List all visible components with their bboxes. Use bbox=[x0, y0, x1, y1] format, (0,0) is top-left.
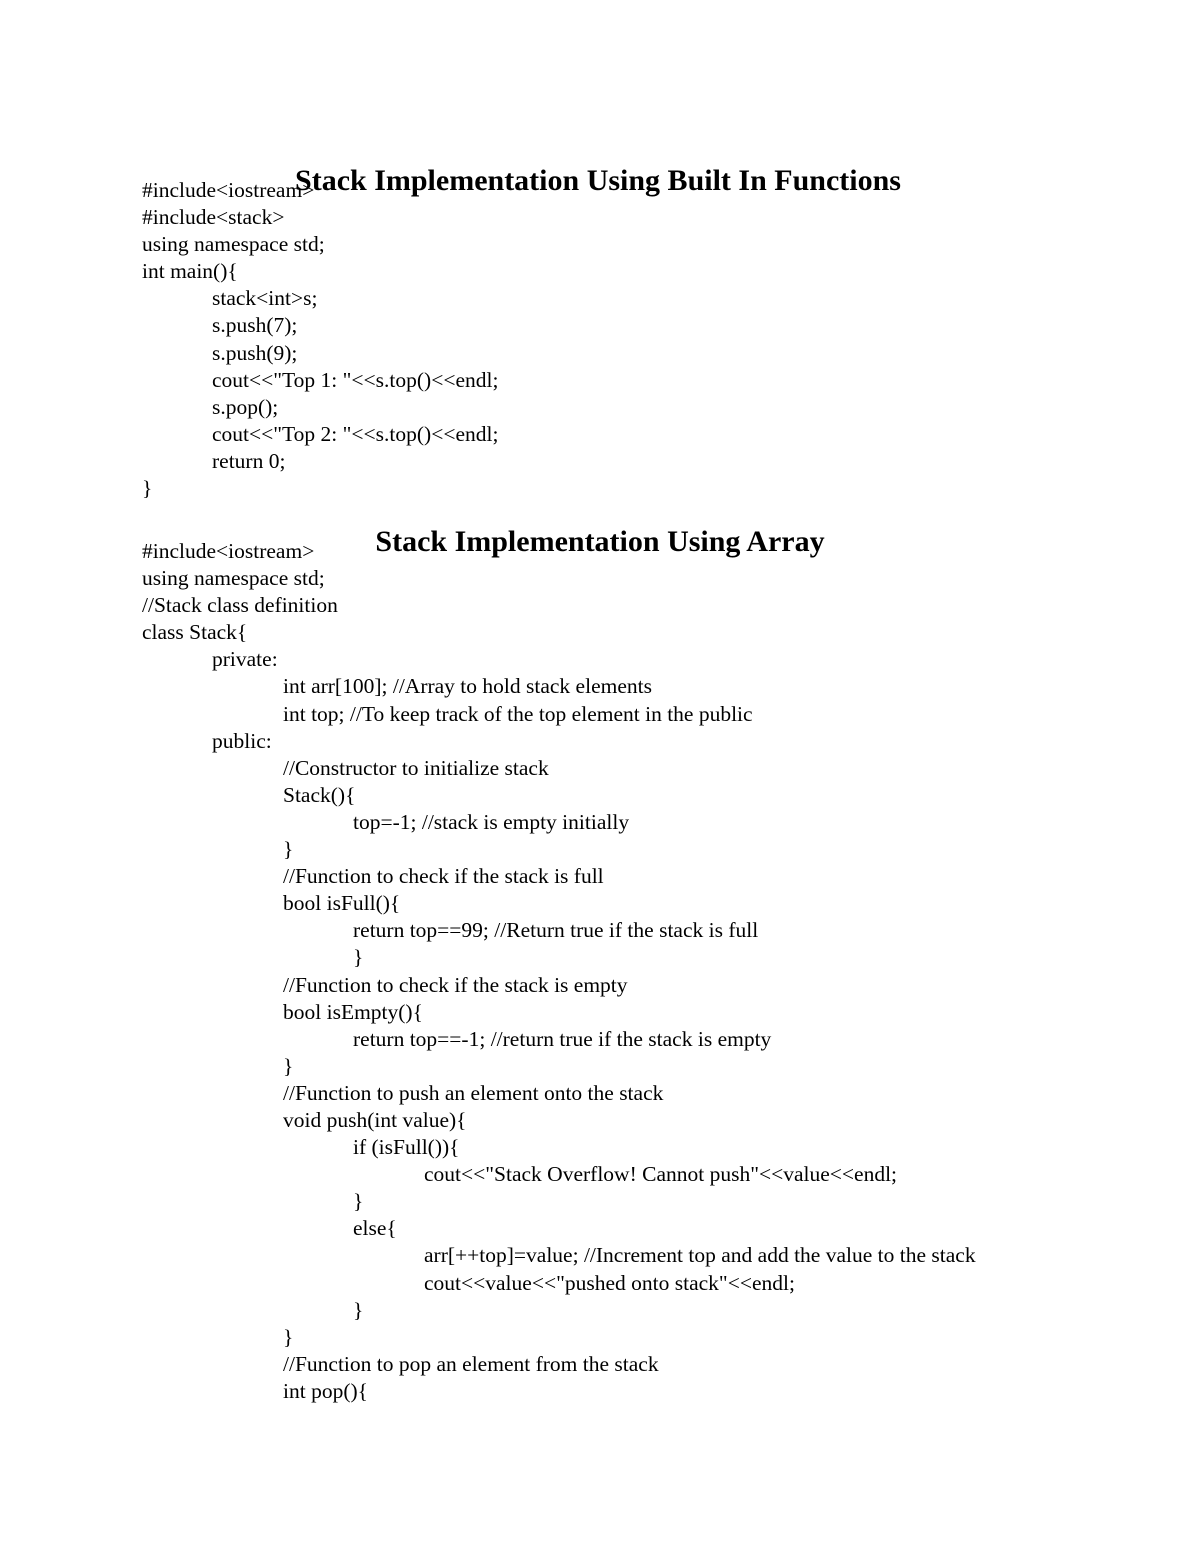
code-line: return 0; bbox=[212, 448, 286, 473]
code-line: s.push(9); bbox=[212, 340, 298, 365]
code-line: } bbox=[353, 1189, 364, 1214]
code-line: bool isEmpty(){ bbox=[283, 999, 423, 1024]
code-block-array bbox=[142, 538, 976, 1405]
code-line: using namespace std; bbox=[142, 232, 325, 257]
section-heading-array: Stack Implementation Using Array bbox=[375, 525, 825, 559]
code-line: cout<<value<<"pushed onto stack"<<endl; bbox=[424, 1270, 795, 1295]
code-line: //Function to check if the stack is empty bbox=[283, 972, 628, 997]
code-line: } bbox=[283, 1053, 294, 1078]
code-line: int arr[100]; //Array to hold stack elements bbox=[283, 674, 652, 699]
code-line: } bbox=[142, 476, 153, 501]
code-line: stack<int>s; bbox=[212, 286, 318, 311]
code-line: int top; //To keep track of the top element in the public bbox=[283, 701, 753, 726]
code-line: arr[++top]=value; //Increment top and add the value to the stack bbox=[424, 1243, 976, 1268]
code-line: } bbox=[283, 837, 294, 862]
code-line: else{ bbox=[353, 1216, 397, 1241]
code-line: #include<stack> bbox=[142, 205, 285, 230]
code-line: } bbox=[353, 1297, 364, 1322]
code-line: s.push(7); bbox=[212, 313, 298, 338]
code-line: top=-1; //stack is empty initially bbox=[353, 809, 630, 834]
code-line: cout<<"Top 1: "<<s.top()<<endl; bbox=[212, 367, 499, 392]
code-block-built-in bbox=[142, 177, 498, 502]
code-line: //Function to check if the stack is full bbox=[283, 864, 604, 889]
code-line: int main(){ bbox=[142, 259, 238, 284]
code-line: } bbox=[353, 945, 364, 970]
code-line: } bbox=[283, 1324, 294, 1349]
code-line: #include<iostream> bbox=[142, 539, 315, 563]
code-line: //Function to push an element onto the stack bbox=[283, 1080, 664, 1105]
code-line: int pop(){ bbox=[283, 1378, 368, 1403]
code-line: class Stack{ bbox=[142, 620, 248, 645]
code-line: cout<<"Stack Overflow! Cannot push"<<value<<endl; bbox=[424, 1162, 898, 1187]
code-line: return top==-1; //return true if the stack is empty bbox=[353, 1026, 772, 1051]
code-line: bool isFull(){ bbox=[283, 891, 401, 916]
code-line: #include<iostream> bbox=[142, 178, 315, 202]
code-line: return top==99; //Return true if the stack is full bbox=[353, 918, 759, 943]
code-line: //Function to pop an element from the stack bbox=[283, 1351, 659, 1376]
code-line: void push(int value){ bbox=[283, 1107, 467, 1132]
code-line: //Stack class definition bbox=[142, 593, 338, 618]
code-line: s.pop(); bbox=[212, 394, 279, 419]
code-line: Stack(){ bbox=[283, 782, 356, 807]
code-line: private: bbox=[212, 647, 278, 672]
code-line: public: bbox=[212, 728, 272, 753]
code-line: if (isFull()){ bbox=[353, 1135, 460, 1160]
section-heading-built-in: Stack Implementation Using Built In Functions bbox=[295, 164, 901, 198]
code-line: //Constructor to initialize stack bbox=[283, 755, 549, 780]
code-line: using namespace std; bbox=[142, 566, 325, 591]
code-line: cout<<"Top 2: "<<s.top()<<endl; bbox=[212, 421, 499, 446]
